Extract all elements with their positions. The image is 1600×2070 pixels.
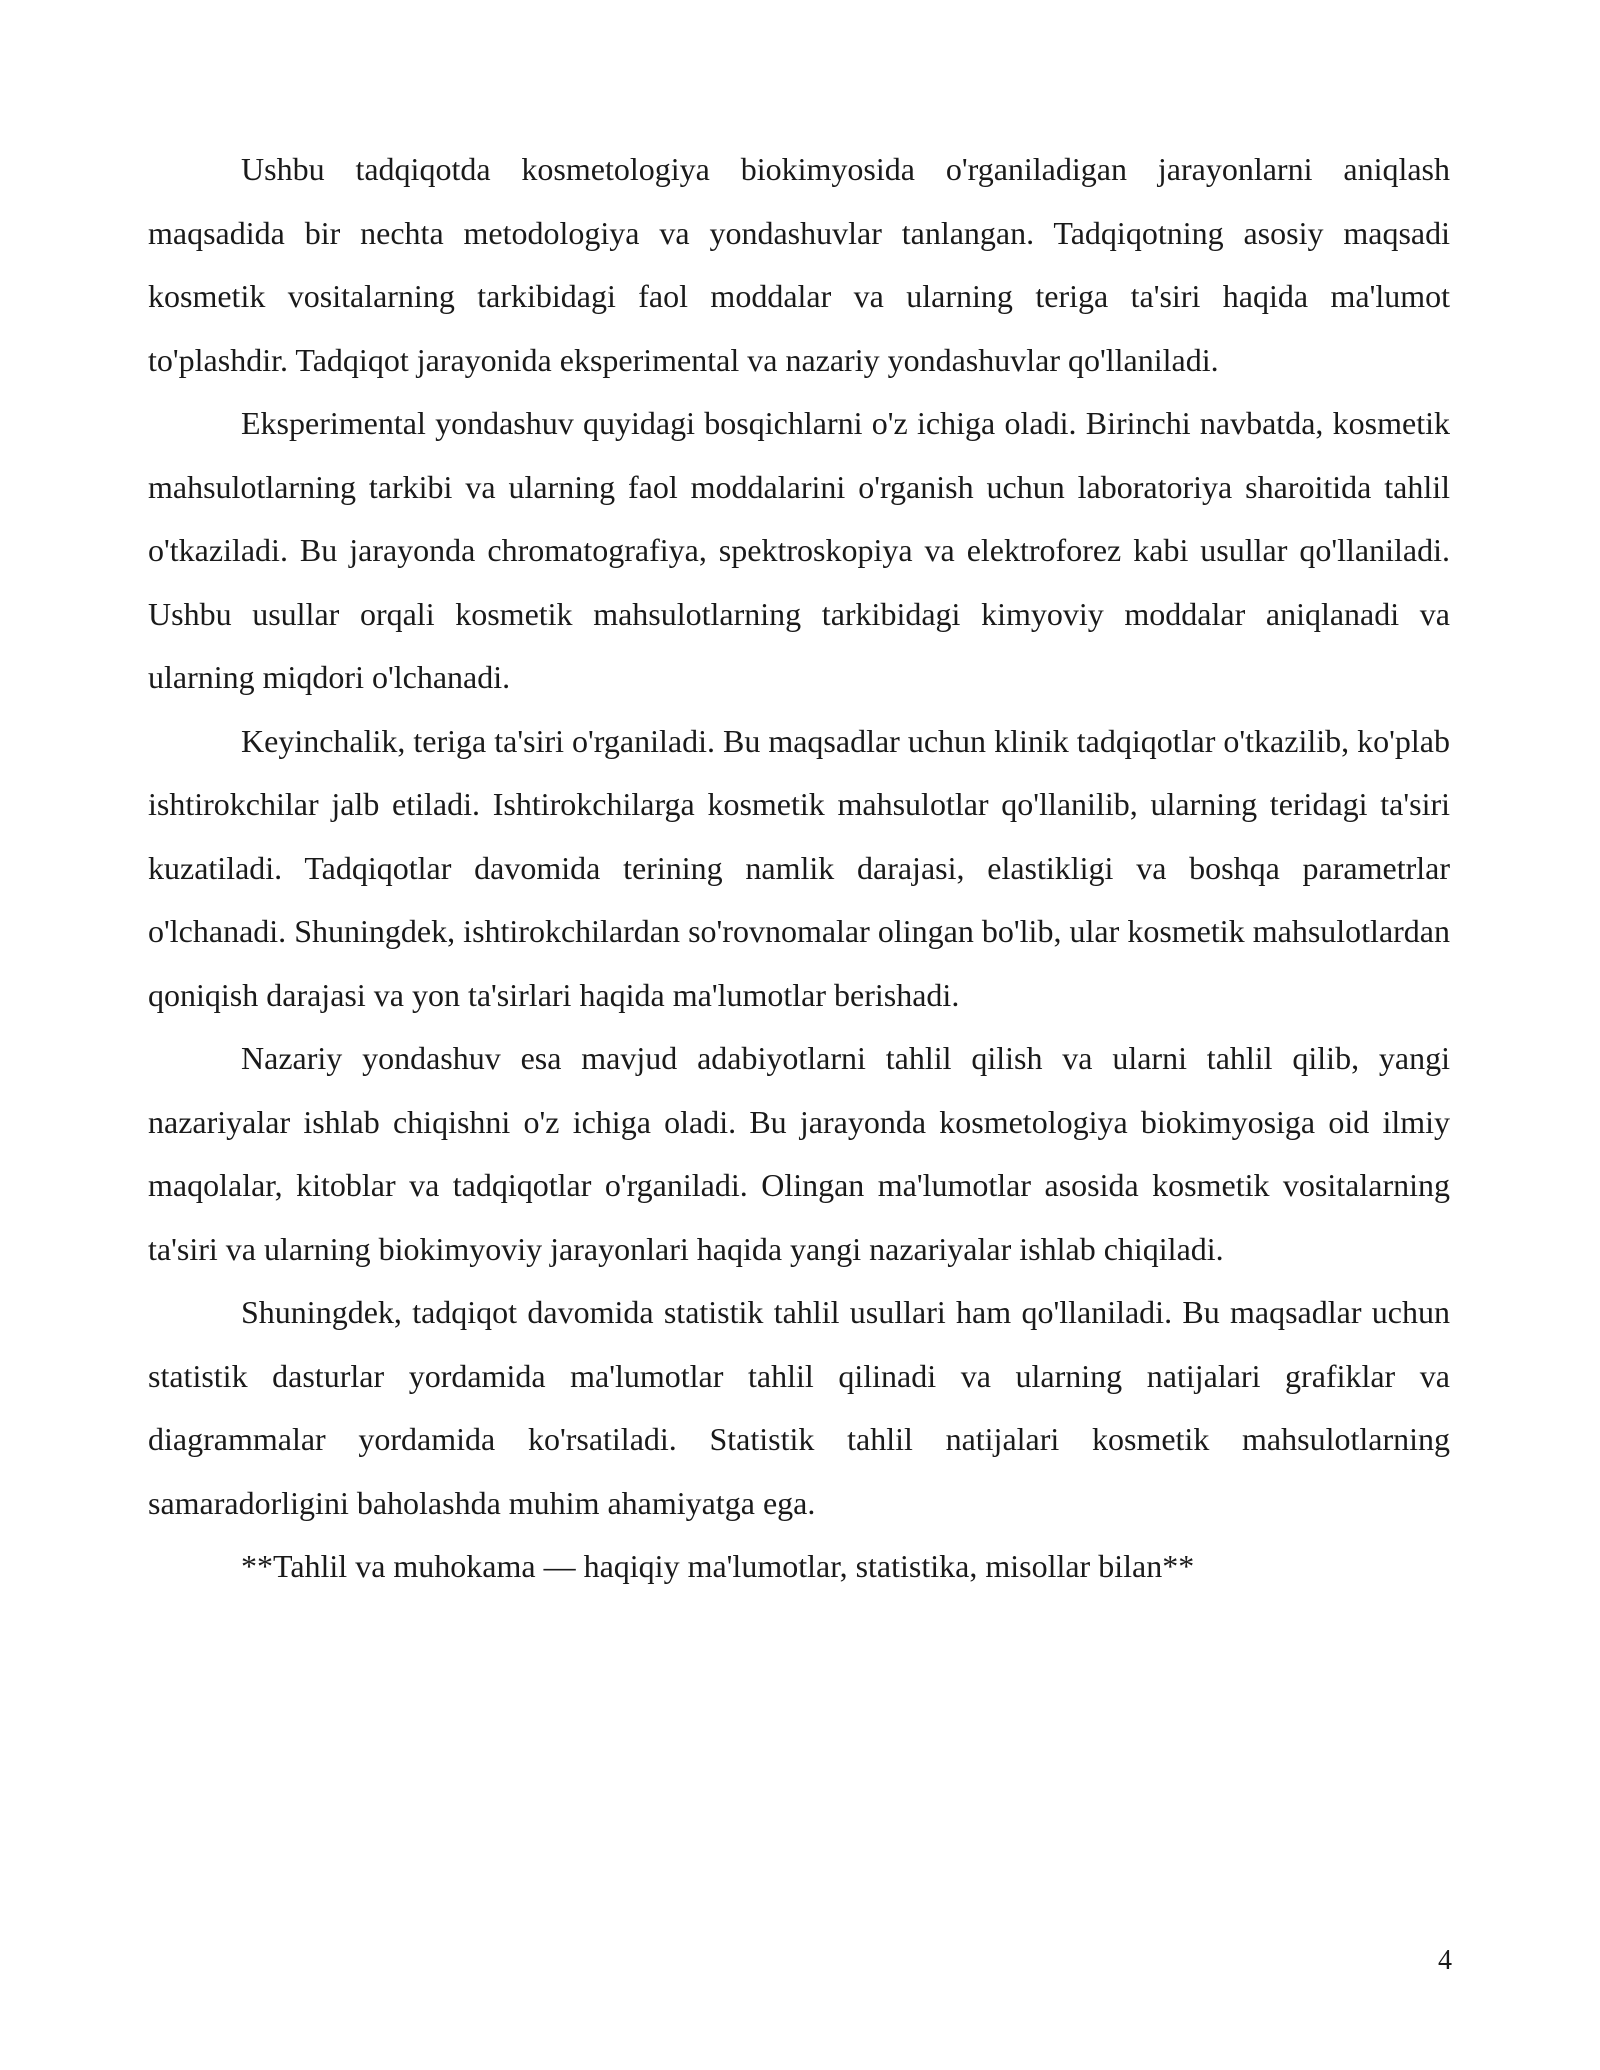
paragraph-experimental-approach: Eksperimental yondashuv quyidagi bosqichlarni o'z ichiga oladi. Birinchi navbatda, kosmetik mahsulotlarning tarkibi va ularning faol moddalarini o'rganish uchun laboratoriya sharoitida tahlil o'tkaziladi. Bu jarayonda chromatografiya, spektroskopiya va elektroforez kabi usullar qo'llaniladi. Ushbu usullar orqali kosmetik mahsulotlarning tarkibidagi kimyoviy moddalar aniqlanadi va ularning miqdori o'lchanadi. (148, 405, 1450, 695)
paragraph-statistical-analysis: Shuningdek, tadqiqot davomida statistik tahlil usullari ham qo'llaniladi. Bu maqsadlar uchun statistik dasturlar yordamida ma'lumotlar tahlil qilinadi va ularning natijalari grafiklar va diagrammalar yordamida ko'rsatiladi. Statistik tahlil natijalari kosmetik mahsulotlarning samaradorligini baholashda muhim ahamiyatga ega. (148, 1294, 1450, 1521)
page-number: 4 (1438, 1945, 1452, 1976)
paragraph-skin-effects: Keyinchalik, teriga ta'siri o'rganiladi. Bu maqsadlar uchun klinik tadqiqotlar o'tkazilib, ko'plab ishtirokchilar jalb etiladi. Ishtirokchilarga kosmetik mahsulotlar qo'llanilib, ularning teridagi ta'siri kuzatiladi. Tadqiqotlar davomida terining namlik darajasi, elastikligi va boshqa parametrlar o'lchanadi. Shuningdek, ishtirokchilardan so'rovnomalar olingan bo'lib, ular kosmetik mahsulotlardan qoniqish darajasi va yon ta'sirlari haqida ma'lumotlar berishadi. (148, 722, 1450, 1013)
page-body (148, 138, 1450, 1599)
paragraph-theoretical-approach: Nazariy yondashuv esa mavjud adabiyotlarni tahlil qilish va ularni tahlil qilib, yangi nazariyalar ishlab chiqishni o'z ichiga oladi. Bu jarayonda kosmetologiya biokimyosiga oid ilmiy maqolalar, kitoblar va tadqiqotlar o'rganiladi. Olingan ma'lumotlar asosida kosmetik vositalarning ta'siri va ularning biokimyoviy jarayonlari haqida yangi nazariyalar ishlab chiqiladi. (148, 1040, 1450, 1267)
paragraph-methodology: Ushbu tadqiqotda kosmetologiya biokimyosida o'rganiladigan jarayonlarni aniqlash maqsadida bir nechta metodologiya va yondashuvlar tanlangan. Tadqiqotning asosiy maqsadi kosmetik vositalarning tarkibidagi faol moddalar va ularning teriga ta'siri haqida ma'lumot to'plashdir. Tadqiqot jarayonida eksperimental va nazariy yondashuvlar qo'llaniladi. (148, 151, 1450, 378)
section-heading-line: **Tahlil va muhokama — haqiqiy ma'lumotlar, statistika, misollar bilan** (241, 1548, 1195, 1584)
